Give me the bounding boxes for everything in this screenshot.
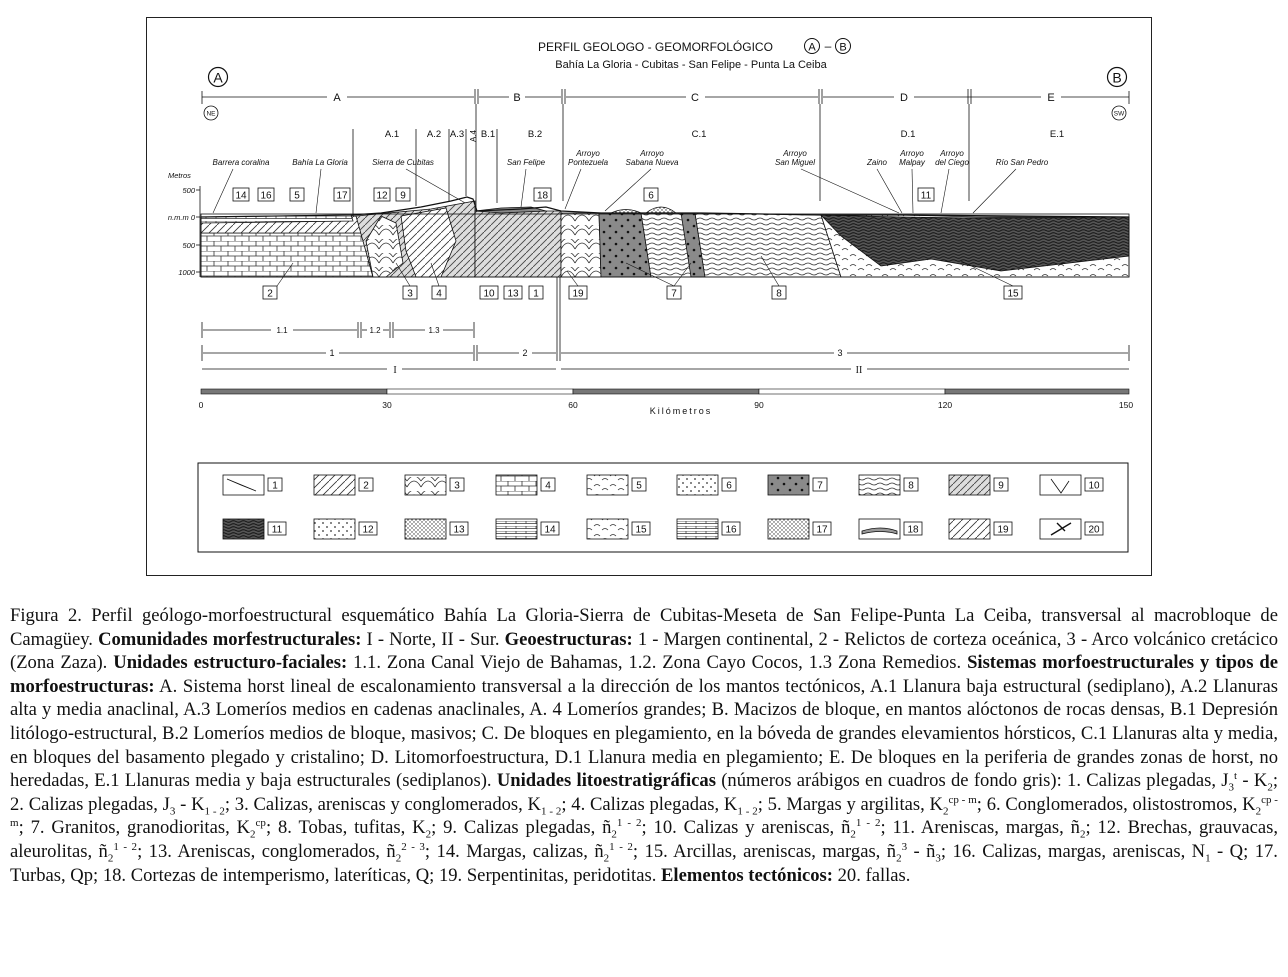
system-a: A xyxy=(333,92,341,104)
place-arroyo-4: Arroyo xyxy=(900,149,924,158)
legend-label-13: 13 xyxy=(453,524,465,536)
figure-frame xyxy=(146,17,1152,576)
place-rio-san-pedro: Río San Pedro xyxy=(995,158,1049,167)
legend-label-14: 14 xyxy=(544,524,556,536)
legend-label-12: 12 xyxy=(362,524,374,536)
place-arroyo-1: Arroyo xyxy=(576,149,600,158)
system-e: E xyxy=(1047,92,1055,104)
unit-17-label: 17 xyxy=(336,190,348,202)
legend-label-7: 7 xyxy=(817,480,823,492)
subsystem-b1: B.1 xyxy=(480,129,496,140)
place-san-miguel: San Miguel xyxy=(774,158,816,167)
legend-label-6: 6 xyxy=(726,480,732,492)
geostructure-1: 1 xyxy=(329,348,335,358)
elevation-axis-label: Metros xyxy=(168,171,191,180)
legend-label-15: 15 xyxy=(635,524,647,536)
system-b: B xyxy=(513,92,521,104)
legend-label-19: 19 xyxy=(997,524,1009,536)
legend-label-3: 3 xyxy=(454,480,460,492)
place-bahia-la-gloria: Bahía La Gloria xyxy=(292,158,348,167)
km-scale-bar xyxy=(201,389,1129,394)
legend-label-4: 4 xyxy=(545,480,551,492)
community-ii: II xyxy=(855,365,863,376)
place-malpay: Malpay xyxy=(899,158,925,167)
place-arroyo-2: Arroyo xyxy=(640,149,664,158)
km-tick-30: 30 xyxy=(382,400,392,410)
geologic-profile-diagram xyxy=(147,18,1151,575)
unit-15-label: 15 xyxy=(1007,288,1019,300)
km-tick-150: 150 xyxy=(1118,400,1134,410)
place-sierra-de-cubitas: Sierra de Cubitas xyxy=(372,158,434,167)
legend-label-1: 1 xyxy=(272,480,278,492)
place-zaino: Zaino xyxy=(866,158,888,167)
geostructure-3: 3 xyxy=(837,348,843,358)
km-tick-60: 60 xyxy=(568,400,578,410)
legend-label-9: 9 xyxy=(998,480,1004,492)
elev-tick-500-up: 500 xyxy=(182,186,195,195)
unit-12-label: 12 xyxy=(376,190,388,202)
km-tick-0: 0 xyxy=(198,400,204,410)
legend-label-5: 5 xyxy=(636,480,642,492)
unit-10-label: 10 xyxy=(483,288,495,300)
ne-marker: NE xyxy=(206,110,216,118)
sw-marker: SW xyxy=(1113,110,1125,118)
title-marker-dash: – xyxy=(824,39,832,53)
unit-16-label: 16 xyxy=(260,190,272,202)
elev-tick-1000: 1000 xyxy=(178,268,195,277)
diagram-title: PERFIL GEOLOGO - GEOMORFOLÓGICO xyxy=(538,40,773,54)
title-marker-b: B xyxy=(839,41,847,54)
unit-18-label: 18 xyxy=(536,190,549,202)
unit-3-label: 3 xyxy=(407,288,413,300)
facial-zone-1-3: 1.3 xyxy=(428,326,440,335)
system-c: C xyxy=(691,92,699,104)
unit-8-label: 8 xyxy=(776,288,782,300)
unit-14-label: 14 xyxy=(235,190,247,202)
km-axis-label: Kilómetros xyxy=(649,406,713,416)
unit-1-label: 1 xyxy=(533,288,539,300)
legend-label-18: 18 xyxy=(907,524,919,536)
place-pontezuela: Pontezuela xyxy=(567,158,609,167)
subsystem-a2: A.2 xyxy=(426,129,442,140)
elev-tick-0: n.m.m 0 xyxy=(167,213,195,222)
legend-label-17: 17 xyxy=(816,524,828,536)
place-barrera-coralina: Barrera coralina xyxy=(212,158,270,167)
subsystem-b2: B.2 xyxy=(527,129,543,140)
legend-label-8: 8 xyxy=(908,480,914,492)
place-arroyo-3: Arroyo xyxy=(783,149,807,158)
place-sabana-nueva: Sabana Nueva xyxy=(625,158,679,167)
unit-5-label: 5 xyxy=(294,190,300,202)
place-arroyo-5: Arroyo xyxy=(940,149,964,158)
elev-tick-500-down: 500 xyxy=(182,241,195,250)
unit-11-label: 11 xyxy=(920,190,932,202)
subsystem-a3: A.3 xyxy=(449,129,465,140)
place-del-ciego: del Ciego xyxy=(935,158,969,167)
unit-2-label: 2 xyxy=(267,288,273,300)
unit-7-label: 7 xyxy=(671,288,677,300)
title-marker-a: A xyxy=(808,41,816,54)
legend-label-2: 2 xyxy=(363,480,369,492)
facial-zone-1-1: 1.1 xyxy=(276,326,288,335)
profile-end-a: A xyxy=(213,69,223,86)
place-san-felipe: San Felipe xyxy=(506,158,546,167)
geostructure-2: 2 xyxy=(522,348,528,358)
subsystem-e1: E.1 xyxy=(1049,129,1065,140)
unit-4-label: 4 xyxy=(436,288,442,300)
unit-13-label: 13 xyxy=(507,288,519,300)
community-i: I xyxy=(393,365,397,376)
legend-label-10: 10 xyxy=(1088,480,1100,492)
unit-9-label: 9 xyxy=(400,190,406,202)
subsystem-a1: A.1 xyxy=(384,129,400,140)
subsystem-a4: A.4 xyxy=(469,129,478,143)
cross-section xyxy=(201,197,1129,361)
diagram-subtitle: Bahía La Gloria - Cubitas - San Felipe - Punta La Ceiba xyxy=(555,59,827,71)
figure-caption: Figura 2. Perfil geólogo-morfoestructural esquemático Bahía La Gloria-Sierra de Cubitas-Meseta de San Felipe-Punta La Ceiba, transversal al macrobloque de Camagüey. Comunidades morfestructurales: I - Norte, II - Sur. Geoestructuras: 1 - Margen continental, 2 - Relictos de corteza oceánica, 3 - Arco volcánico cretácico (Zona Zaza). Unidades estructuro-faciales: 1.1. Zona Canal Viejo de Bahamas, 1.2. Zona Cayo Cocos, 1.3 Zona Remedios. Sistemas morfoestructurales y tipos de morfoestructuras: A. Sistema horst lineal de escalonamiento transversal a la dirección de los mantos tectónicos, A.1 Llanura baja estructural (sediplano), A.2 Llanuras alta y media anaclinal, A.3 Lomeríos medios en cadenas anaclinales, A. 4 Lomeríos grandes; B. Macizos de bloque, en mantos alóctonos de rocas densas, B.1 Depresión litólogo-estructural, B.2 Lomeríos medios de bloque, masivos; C. De bloques en plegamiento, en la bóveda de grandes elevamientos hórsticos, C.1 Llanuras alta y media, en bloques del basamento plegado y cristalino; D. Litomorfoestructura, D.1 Llanura media en plegamiento; E. De bloques en la periferia de grandes zonas de horst, no heredadas, E.1 Llanuras media y baja estructurales (sediplanos). Unidades litoestratigráficas (números arábigos en cuadros de fondo gris): 1. Calizas plegadas, $J_3^t - K_2$; 2. Calizas plegadas, $J_3 - K_{1 - 2}$; 3. Calizas, areniscas y conglomerados, $K_{1 - 2}$; 4. Calizas plegadas, $K_{1 - 2}$; 5. Margas y argilitas, $K_2^{cp - m}$; 6. Conglomerados, olistostromos, $K_2^{cp - m}$; 7. Granitos, granodioritas, $K_2^{cp}$; 8. Tobas, tufitas, $K_2$; 9. Calizas plegadas, $ñ_2^{1 - 2}$; 10. Calizas y areniscas, $ñ_2^{1 - 2}$; 11. Areniscas, margas, $ñ_2$; 12. Brechas, grauvacas, aleurolitas, $ñ_2^{1 - 2}$; 13. Areniscas, conglomerados, $ñ_2^{2 - 3}$; 14. Margas, calizas, $ñ_2^{1 - 2}$; 15. Arcillas, areniscas, margas, $ñ_2^3$ - $ñ_3$; 16. Calizas, margas, areniscas, $N_1$ - Q; 17. Turbas, Qp; 18. Cortezas de intemperismo, lateríticas, Q; 19. Serpentinitas, peridotitas. Elementos tectónicos: 20. fallas. xyxy=(10,605,1278,886)
unit-6-label: 6 xyxy=(648,190,654,202)
km-tick-90: 90 xyxy=(754,400,764,410)
facial-zone-1-2: 1.2 xyxy=(369,326,381,335)
system-d: D xyxy=(900,92,908,104)
legend-label-11: 11 xyxy=(271,524,283,536)
subsystem-c1: C.1 xyxy=(691,129,707,140)
legend-label-20: 20 xyxy=(1088,524,1100,536)
legend-label-16: 16 xyxy=(725,524,737,536)
profile-end-b: B xyxy=(1112,69,1122,86)
subsystem-d1: D.1 xyxy=(900,129,916,140)
unit-19-label: 19 xyxy=(572,288,584,300)
km-tick-120: 120 xyxy=(937,400,953,410)
